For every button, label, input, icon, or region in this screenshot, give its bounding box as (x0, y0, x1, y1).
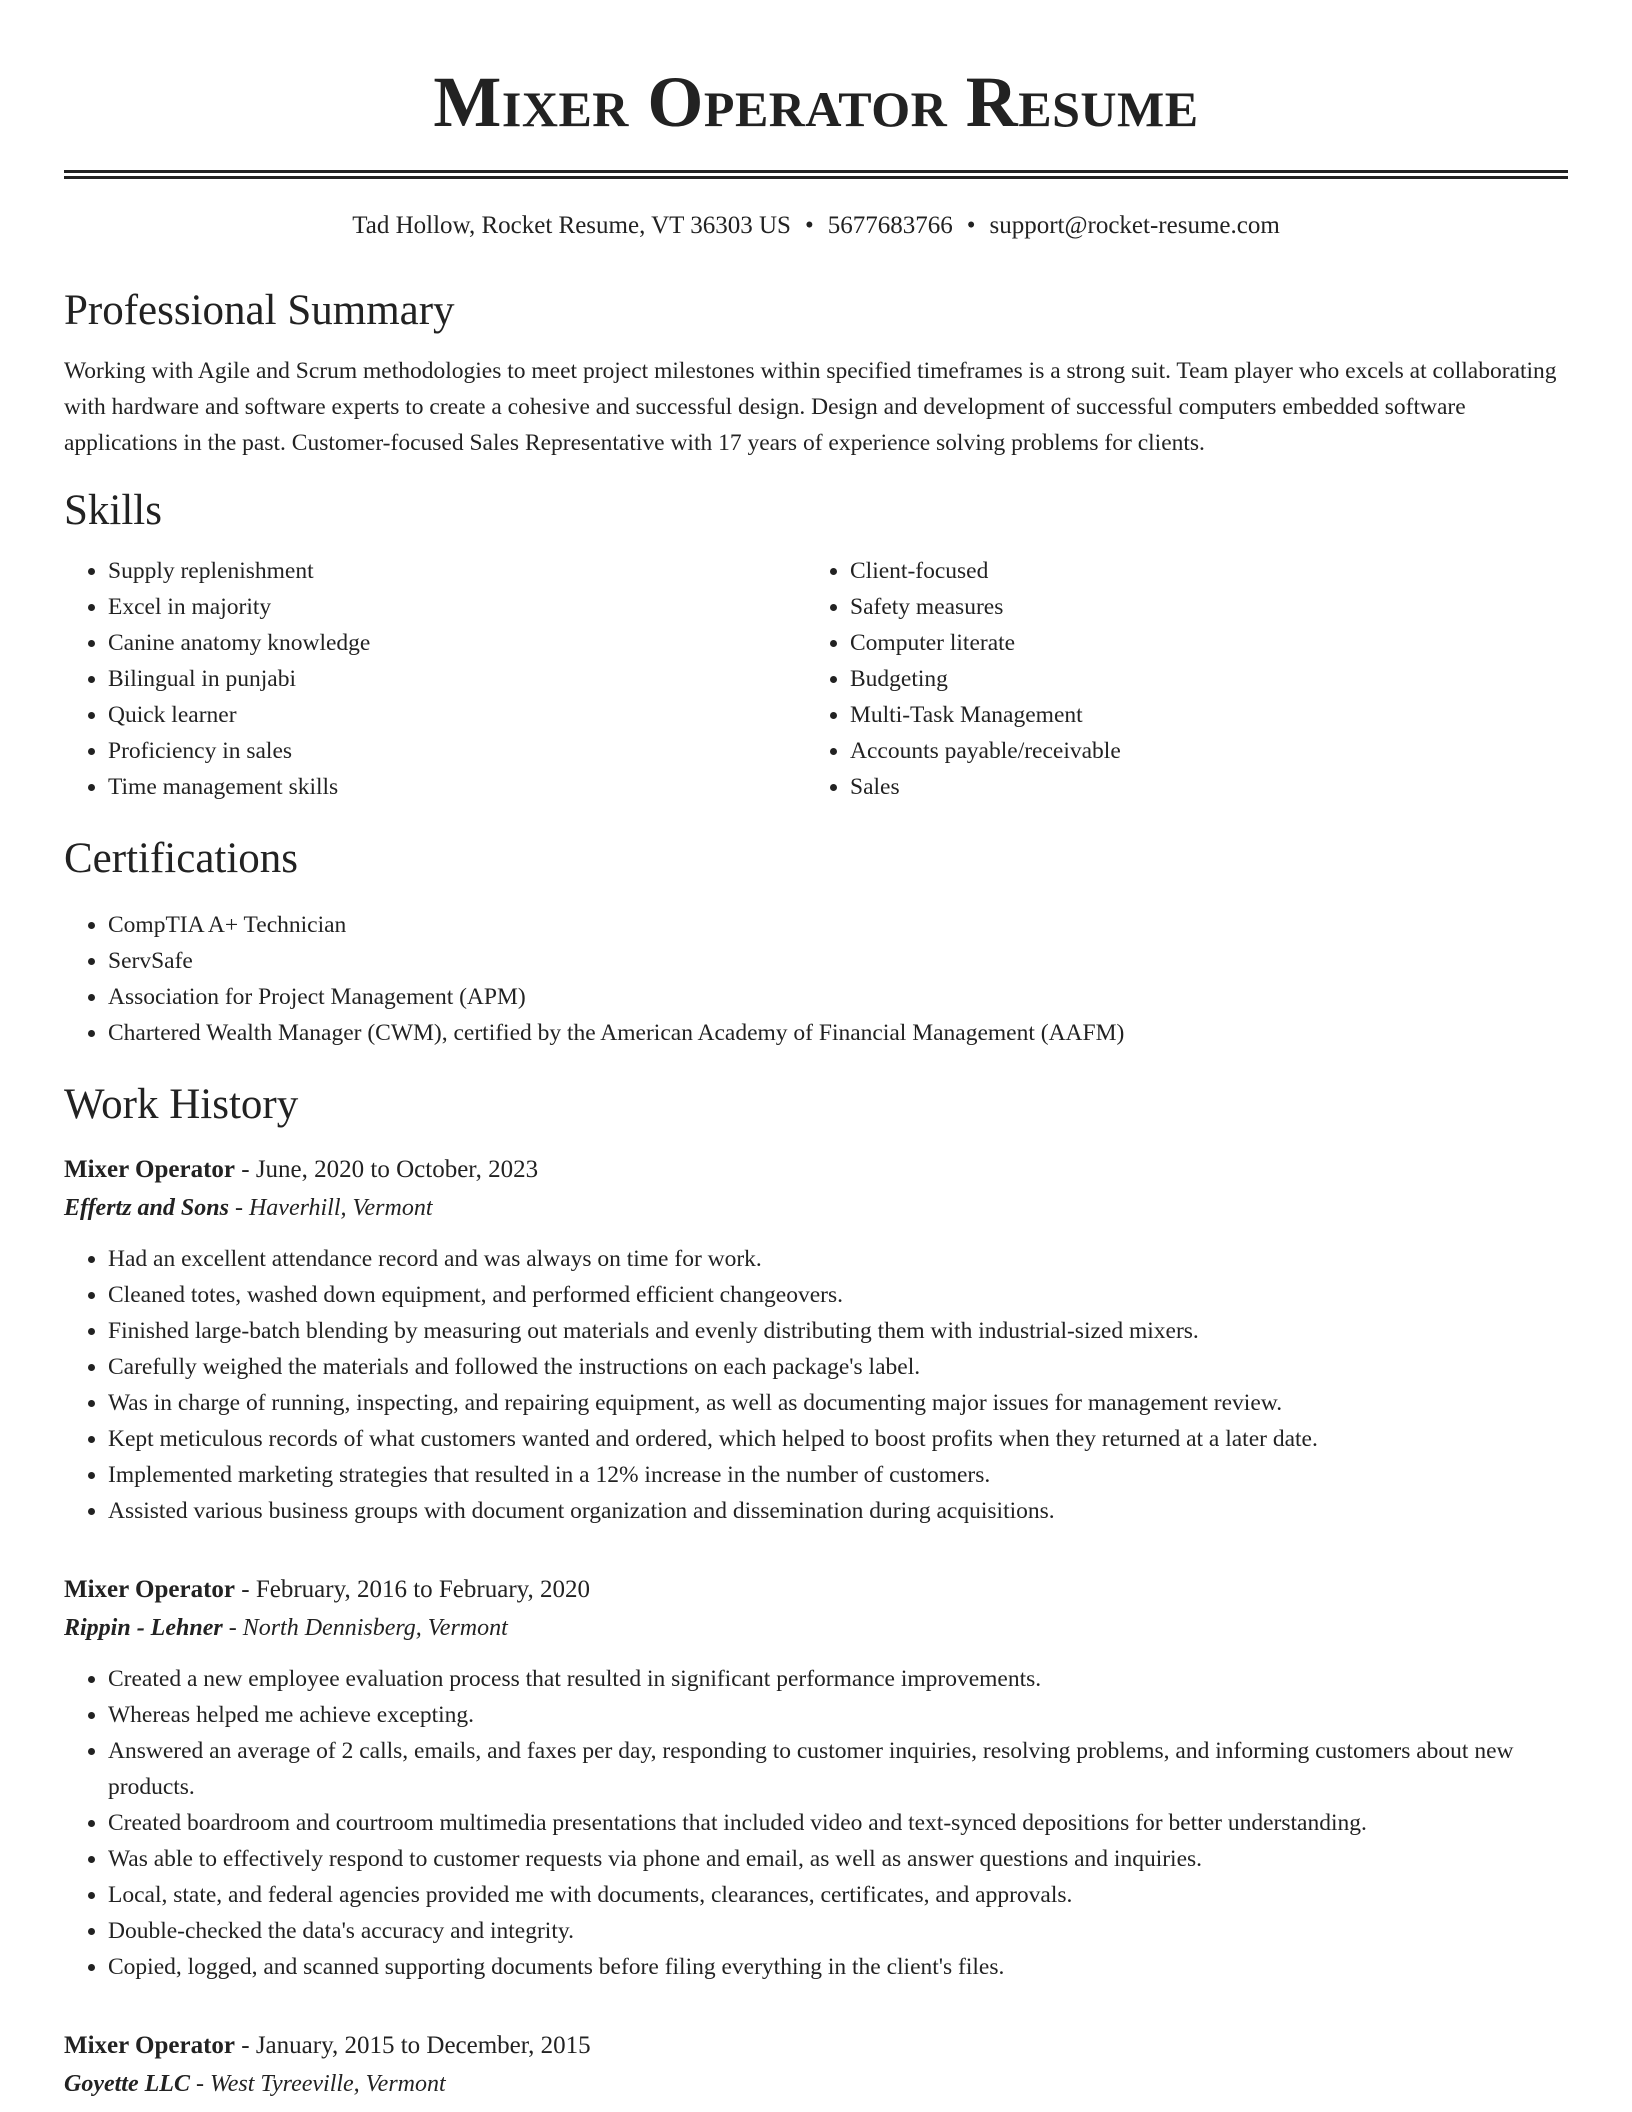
job-duty: • Double-checked the data's accuracy and integrity. (108, 1913, 1568, 1949)
job-duties-list (64, 1661, 1568, 1985)
skill-item: • Proficiency in sales (108, 733, 806, 769)
certification-item: • CompTIA A+ Technician (108, 907, 1568, 943)
job-dash: - (235, 2032, 256, 2059)
job-company-line (64, 1609, 1568, 1647)
job-title-line (64, 1151, 1568, 1189)
job-duty: • Finished large-batch blending by measuring out materials and evenly distributing them with industrial-sized mixers. (108, 1313, 1568, 1349)
job-title-line (64, 1571, 1568, 1609)
certification-item: • ServSafe (108, 943, 1568, 979)
skills-column-left (64, 553, 806, 805)
job-title: Mixer Operator (64, 2032, 235, 2059)
job-duty: • Carefully weighed the materials and followed the instructions on each package's label. (108, 1349, 1568, 1385)
skill-item: • Supply replenishment (108, 553, 806, 589)
summary-heading: Professional Summary (64, 287, 455, 334)
summary-text: Working with Agile and Scrum methodologies to meet project milestones within specified timeframes is a strong suit. Team player who excels at collaborating with hardware and software experts to create a cohesive and successful design. Design and development of successful computers embedded software applications in the past. Customer-focused Sales Representative with 17 years of experience solving problems for clients. (64, 358, 1557, 456)
job-duties-list (64, 1241, 1568, 1529)
contact-address: Tad Hollow, Rocket Resume, VT 36303 US (352, 212, 791, 239)
skills-list-right (806, 553, 1548, 805)
job-company-line (64, 1189, 1568, 1227)
job-entry (64, 1151, 1568, 1529)
job-company: Rippin - Lehner (64, 1615, 223, 1641)
summary-section (64, 283, 1568, 461)
job-title: Mixer Operator (64, 1156, 235, 1183)
job-duty: • Answered an average of 2 calls, emails, and faxes per day, responding to customer inquiries, resolving problems, and informing customers about new products. (108, 1733, 1568, 1805)
skill-item: • Multi-Task Management (850, 697, 1548, 733)
skill-item: • Bilingual in punjabi (108, 661, 806, 697)
contact-separator: • (966, 212, 976, 239)
contact-phone: 5677683766 (827, 212, 953, 239)
contact-email: support@rocket-resume.com (989, 212, 1280, 239)
job-duty: • Local, state, and federal agencies provided me with documents, clearances, certificates, and approvals. (108, 1877, 1568, 1913)
skill-item: • Time management skills (108, 769, 806, 805)
job-company-line (64, 2065, 1568, 2103)
job-duty: • Was in charge of running, inspecting, and repairing equipment, as well as documenting major issues for management review. (108, 1385, 1568, 1421)
work-history-heading: Work History (64, 1081, 299, 1128)
certifications-section (64, 831, 1568, 1051)
job-dash: - (189, 2071, 210, 2097)
job-title-line (64, 2027, 1568, 2065)
skill-item: • Safety measures (850, 589, 1548, 625)
job-title: Mixer Operator (64, 1576, 235, 1603)
job-location: Haverhill, Vermont (248, 1195, 433, 1221)
job-dash: - (235, 1576, 256, 1603)
skill-item: • Computer literate (850, 625, 1548, 661)
resume-title: Mixer Operator Resume (433, 62, 1199, 142)
skills-column-right (806, 553, 1548, 805)
certifications-list (64, 907, 1568, 1051)
skill-item: • Client-focused (850, 553, 1548, 589)
job-duty: • Had an excellent attendance record and was always on time for work. (108, 1241, 1568, 1277)
skill-item: • Accounts payable/receivable (850, 733, 1548, 769)
job-duty: • Cleaned totes, washed down equipment, and performed efficient changeovers. (108, 1277, 1568, 1313)
job-company: Effertz and Sons (64, 1195, 229, 1221)
job-dash: - (228, 1195, 249, 1221)
job-duty: • Assisted various business groups with document organization and dissemination during acquisitions. (108, 1493, 1568, 1529)
skill-item: • Canine anatomy knowledge (108, 625, 806, 661)
contact-separator: • (804, 212, 814, 239)
job-duty: • Whereas helped me achieve excepting. (108, 1697, 1568, 1733)
skills-heading: Skills (64, 487, 162, 534)
skill-item: • Sales (850, 769, 1548, 805)
work-history-section (64, 1077, 1568, 2103)
job-entry (64, 1571, 1568, 1985)
job-duty: • Copied, logged, and scanned supporting documents before filing everything in the client's files. (108, 1949, 1568, 1985)
job-dash: - (235, 1156, 256, 1183)
job-duty: • Created a new employee evaluation process that resulted in significant performance improvements. (108, 1661, 1568, 1697)
skill-item: • Excel in majority (108, 589, 806, 625)
title-divider (64, 170, 1568, 179)
job-dates: February, 2016 to February, 2020 (255, 1576, 591, 1603)
job-location: West Tyreeville, Vermont (209, 2071, 446, 2097)
contact-line (64, 209, 1568, 243)
job-company: Goyette LLC (64, 2071, 190, 2097)
resume-page (64, 0, 1568, 2103)
job-entry (64, 2027, 1568, 2103)
job-dates: January, 2015 to December, 2015 (255, 2032, 591, 2059)
skill-item: • Budgeting (850, 661, 1548, 697)
skills-columns (64, 553, 1568, 805)
job-location: North Dennisberg, Vermont (242, 1615, 508, 1641)
job-duty: • Created boardroom and courtroom multimedia presentations that included video and text-synced depositions for better understanding. (108, 1805, 1568, 1841)
skills-list-left (64, 553, 806, 805)
certifications-heading: Certifications (64, 835, 299, 882)
certification-item: • Association for Project Management (APM) (108, 979, 1568, 1015)
skills-section (64, 483, 1568, 805)
job-duty: • Implemented marketing strategies that resulted in a 12% increase in the number of customers. (108, 1457, 1568, 1493)
certification-item: • Chartered Wealth Manager (CWM), certified by the American Academy of Financial Management (AAFM) (108, 1015, 1568, 1051)
job-dates: June, 2020 to October, 2023 (255, 1156, 539, 1183)
job-duty: • Was able to effectively respond to customer requests via phone and email, as well as answer questions and inquiries. (108, 1841, 1568, 1877)
skill-item: • Quick learner (108, 697, 806, 733)
job-duty: • Kept meticulous records of what customers wanted and ordered, which helped to boost profits when they returned at a later date. (108, 1421, 1568, 1457)
job-dash: - (222, 1615, 243, 1641)
